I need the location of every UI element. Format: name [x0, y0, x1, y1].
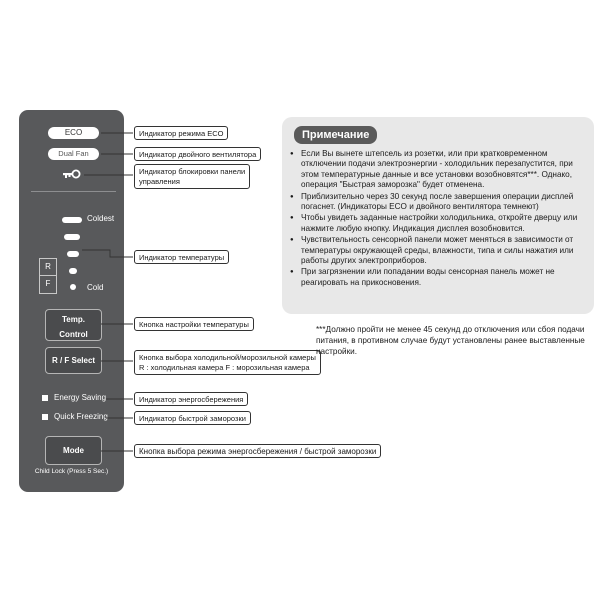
coldest-label: Coldest	[87, 214, 115, 223]
note-title: Примечание	[294, 126, 377, 144]
note-list	[290, 149, 588, 289]
note-item: ● При загрязнении или попадании воды сенсорная панель может не реагировать на прикосновения.	[290, 267, 588, 288]
rf-select-button[interactable]: R / F Select	[45, 347, 102, 374]
child-lock-label: Child Lock (Press 5 Sec.)	[34, 468, 109, 475]
panel-lock-callout-line2: управления	[139, 176, 180, 186]
temp-control-label-line1: Temp.	[62, 315, 85, 324]
rf-select-callout	[134, 350, 321, 375]
temperature-indicator-callout: Индикатор температуры	[134, 250, 229, 264]
note-item: ● Чтобы увидеть заданные настройки холодильника, откройте дверцу или нажмите любую кнопку. Индикация дисплея возобновится.	[290, 213, 588, 234]
quick-freezing-label: Quick Freezing	[54, 412, 108, 421]
freezer-label: F	[45, 279, 51, 288]
dual-fan-callout: Индикатор двойного вентилятора	[134, 147, 261, 161]
eco-indicator: ECO	[48, 127, 99, 139]
note-item: ● Если Вы вынете штепсель из розетки, или при кратковременном отключении подачи электроэнергии - холодильник перезапустится, при этом температурные данные и все установки возобновятся***. Однако, операция "Быстрая заморозка" будет отменена.	[290, 149, 588, 191]
cold-label: Cold	[87, 283, 104, 292]
note-footnote: ***Должно пройти не менее 45 секунд до отключения или сбоя подачи питания, в противном случае будут установлены ранее выставленные настройки.	[316, 325, 585, 356]
temp-control-label-line2: Control	[59, 330, 88, 339]
rf-select-callout-line1: Кнопка выбора холодильной/морозильной камеры	[139, 353, 316, 362]
energy-saving-callout: Индикатор энергосбережения	[134, 392, 248, 406]
mode-button-callout: Кнопка выбора режима энергосбережения / быстрой заморозки	[134, 444, 381, 458]
dual-fan-indicator: Dual Fan	[48, 148, 99, 160]
energy-saving-label: Energy Saving	[54, 393, 107, 402]
quick-freezing-callout: Индикатор быстрой заморозки	[134, 411, 251, 425]
note-box	[282, 117, 594, 314]
rf-select-callout-line2: R : холодильная камера F : морозильная камера	[139, 362, 310, 372]
note-item: ● Приблизительно через 30 секунд после завершения операции дисплей погаснет. (Индикаторы ECO и двойного вентилятора темнеют)	[290, 192, 588, 213]
mode-button[interactable]: Mode	[45, 436, 102, 465]
refrigerator-label: R	[45, 262, 51, 271]
note-item: ● Чувствительность сенсорной панели может меняться в зависимости от температуры окружающей среды, влажности, типа и силы нажатия или работы других электроприборов.	[290, 235, 588, 266]
temp-button-callout: Кнопка настройки температуры	[134, 317, 254, 331]
eco-indicator-callout: Индикатор режима ECO	[134, 126, 228, 140]
panel-lock-callout-line1: Индикатор блокировки панели	[139, 167, 246, 176]
panel-lock-callout	[134, 164, 250, 189]
